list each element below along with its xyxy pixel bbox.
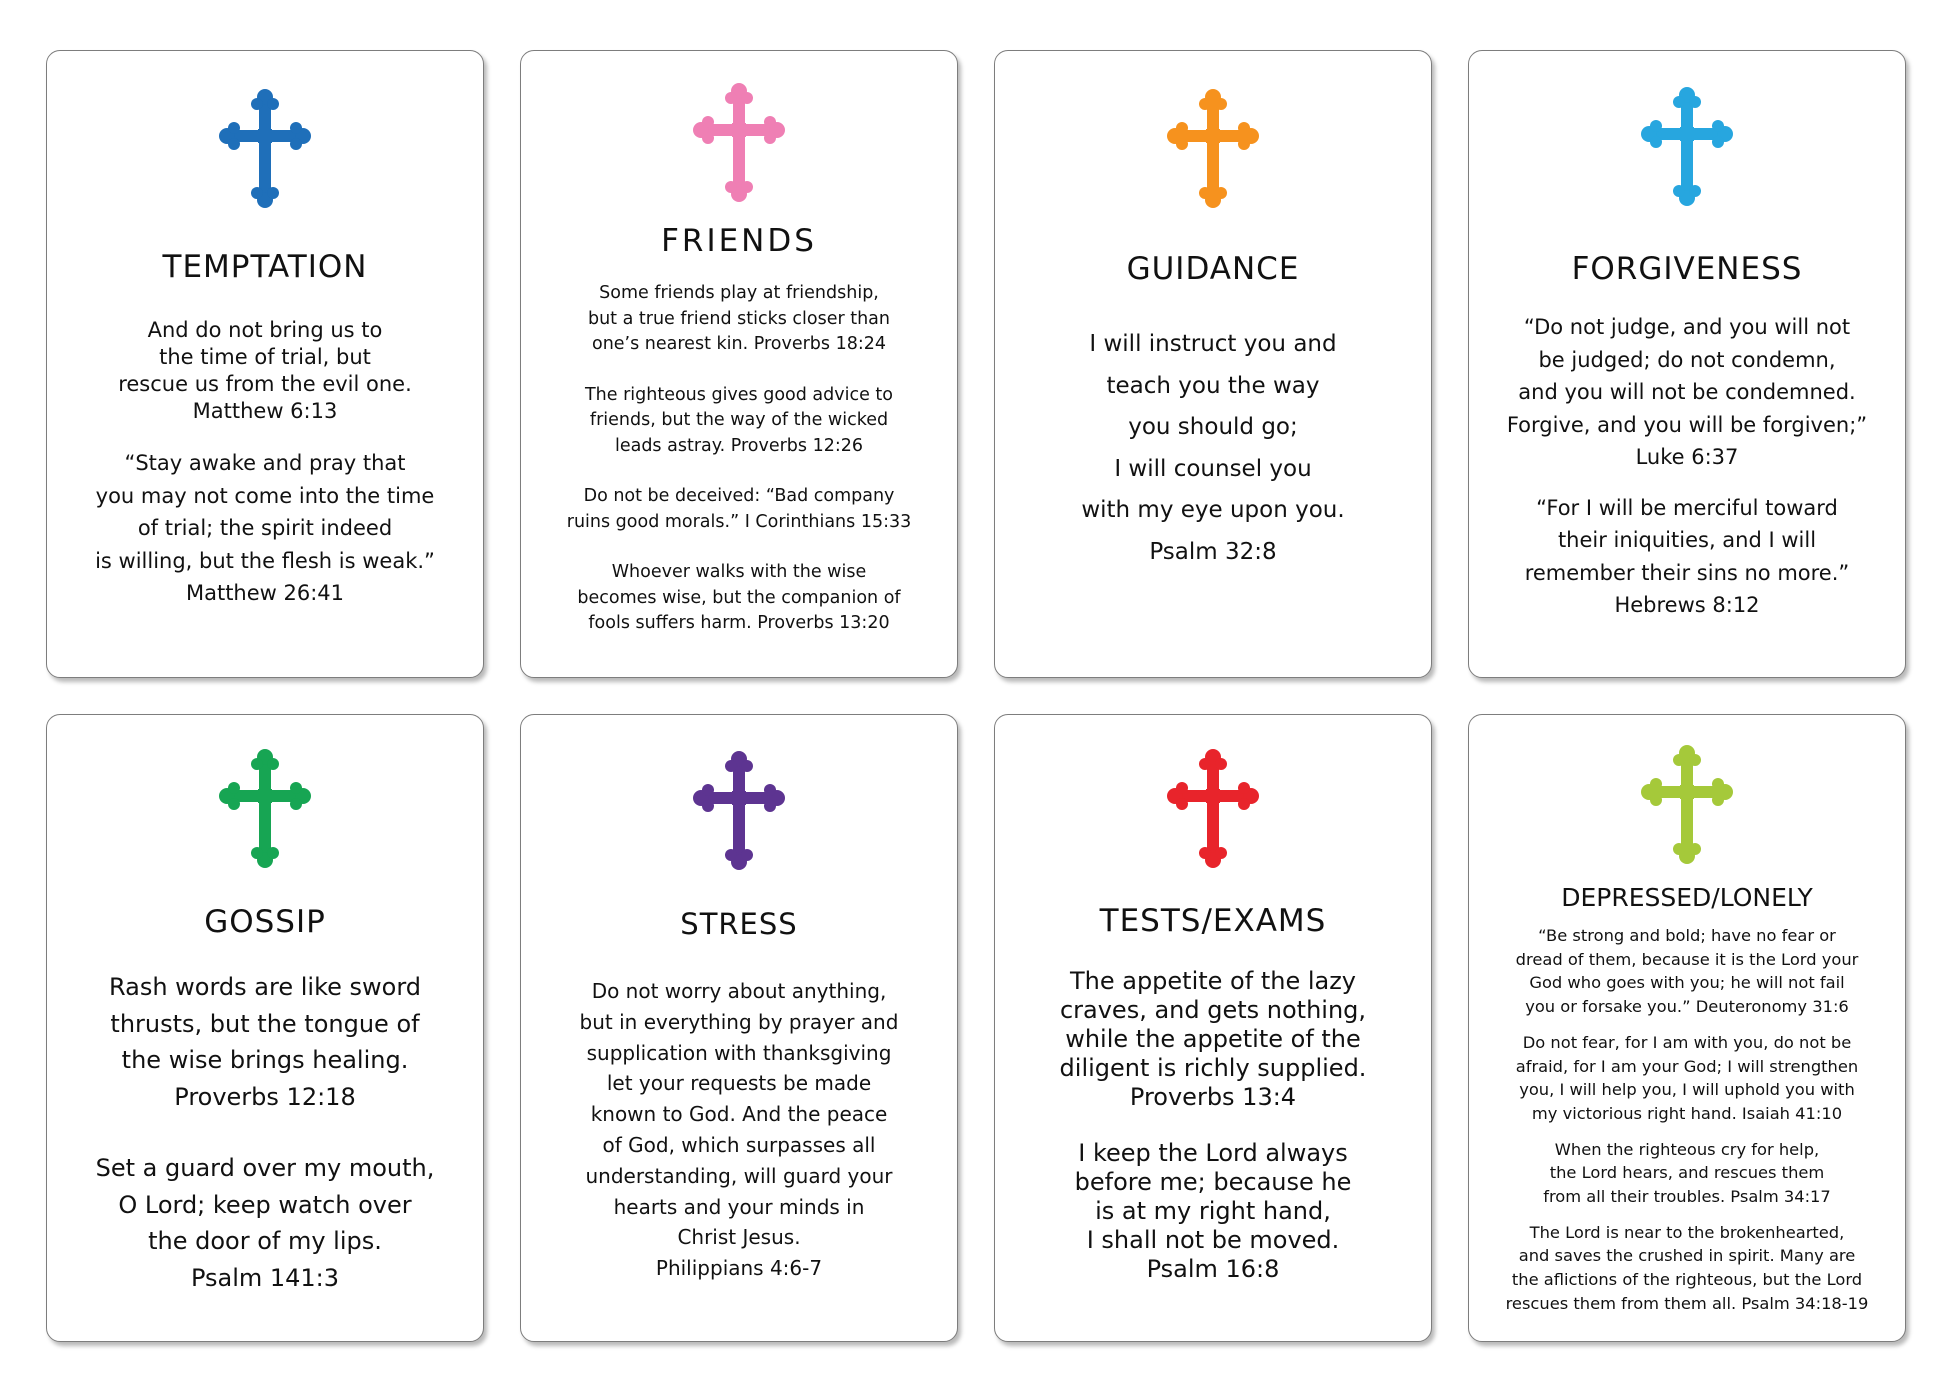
card-forgiveness: [1468, 50, 1906, 678]
verse-paragraph: Rash words are like sword thrusts, but the tongue of the wise brings healing. Proverbs 12:18: [108, 973, 422, 1111]
cross-icon: [219, 747, 311, 869]
card-verses: [1469, 311, 1905, 622]
card-tests-exams: [994, 714, 1432, 1342]
cross-icon: [1167, 747, 1259, 869]
verse-paragraph: Do not fear, for I am with you, do not be afraid, for I am your God; I will strengthen you, I will help you, I will uphold you with my victorious right hand. Isaiah 41:10: [1515, 1032, 1859, 1123]
cross-icon: [693, 749, 785, 871]
verse-paragraph: When the righteous cry for help, the Lord hears, and rescues them from all their troubles. Psalm 34:17: [1543, 1139, 1831, 1207]
cross-icon: [219, 87, 311, 209]
card-verses: [521, 281, 957, 637]
card-title: FORGIVENESS: [1571, 251, 1803, 287]
card-title: DEPRESSED/LONELY: [1561, 883, 1813, 912]
verse-paragraph: Whoever walks with the wise becomes wise, but the companion of fools suffers harm. Proverbs 13:20: [577, 562, 901, 633]
verse-paragraph: Do not be deceived: “Bad company ruins good morals.” I Corinthians 15:33: [566, 486, 912, 532]
verse-paragraph: I keep the Lord always before me; because he is at my right hand, I shall not be moved. Psalm 16:8: [1074, 1139, 1352, 1283]
verse-paragraph: “For I will be merciful toward their iniquities, and I will remember their sins no more.” Hebrews 8:12: [1524, 495, 1850, 617]
card-title: TEMPTATION: [162, 249, 368, 285]
card-title: GOSSIP: [204, 904, 326, 940]
card-guidance: [994, 50, 1432, 678]
cross-icon: [1641, 85, 1733, 207]
card-temptation: [46, 50, 484, 678]
card-verses: [47, 969, 483, 1296]
card-title: TESTS/EXAMS: [1099, 903, 1327, 939]
verse-paragraph: The appetite of the lazy craves, and gets nothing, while the appetite of the diligent is richly supplied. Proverbs 13:4: [1059, 967, 1367, 1111]
cross-icon: [1167, 87, 1259, 209]
verse-paragraph: Some friends play at friendship, but a true friend sticks closer than one’s nearest kin. Proverbs 18:24: [587, 283, 890, 354]
card-title: STRESS: [680, 907, 798, 941]
card-friends: [520, 50, 958, 678]
card-verses: [995, 967, 1431, 1284]
card-verses: [995, 324, 1431, 573]
verse-paragraph: “Be strong and bold; have no fear or dread of them, because it is the Lord your God who goes with you; he will not fail you or forsake you.” Deuteronomy 31:6: [1515, 926, 1859, 1017]
card-title: GUIDANCE: [1126, 251, 1300, 287]
verse-paragraph: “Do not judge, and you will not be judged; do not condemn, and you will not be condemned. Forgive, and you will be forgiven;” Luke 6:37: [1506, 315, 1868, 469]
verse-paragraph: Set a guard over my mouth, O Lord; keep watch over the door of my lips. Psalm 141:3: [95, 1154, 435, 1292]
verse-paragraph: I will instruct you and teach you the way you should go; I will counsel you with my eye upon you. Psalm 32:8: [1081, 331, 1345, 565]
cross-icon: [693, 81, 785, 203]
card-verses: [1469, 924, 1905, 1316]
card-gossip: [46, 714, 484, 1342]
verse-paragraph: The Lord is near to the brokenhearted, and saves the crushed in spirit. Many are the aflictions of the righteous, but the Lord rescues them from them all. Psalm 34:18-19: [1505, 1222, 1869, 1313]
verse-paragraph: “Stay awake and pray that you may not come into the time of trial; the spirit indeed is willing, but the flesh is weak.” Matthew 26:41: [95, 451, 435, 605]
verse-paragraph: And do not bring us to the time of trial, but rescue us from the evil one. Matthew 6:13: [118, 318, 412, 423]
verse-paragraph: The righteous gives good advice to friends, but the way of the wicked leads astray. Proverbs 12:26: [584, 384, 893, 456]
card-stress: [520, 714, 958, 1342]
card-verses: [47, 317, 483, 610]
cross-icon: [1641, 743, 1733, 865]
verse-paragraph: Do not worry about anything, but in everything by prayer and supplication with thanksgiving let your requests be made known to God. And the peace of God, which surpasses all understanding, will guard your hearts and your minds in Christ Jesus. Philippians 4:6-7: [579, 979, 899, 1281]
card-verses: [521, 976, 957, 1284]
card-title: FRIENDS: [661, 223, 817, 259]
card-depressed-lonely: [1468, 714, 1906, 1342]
